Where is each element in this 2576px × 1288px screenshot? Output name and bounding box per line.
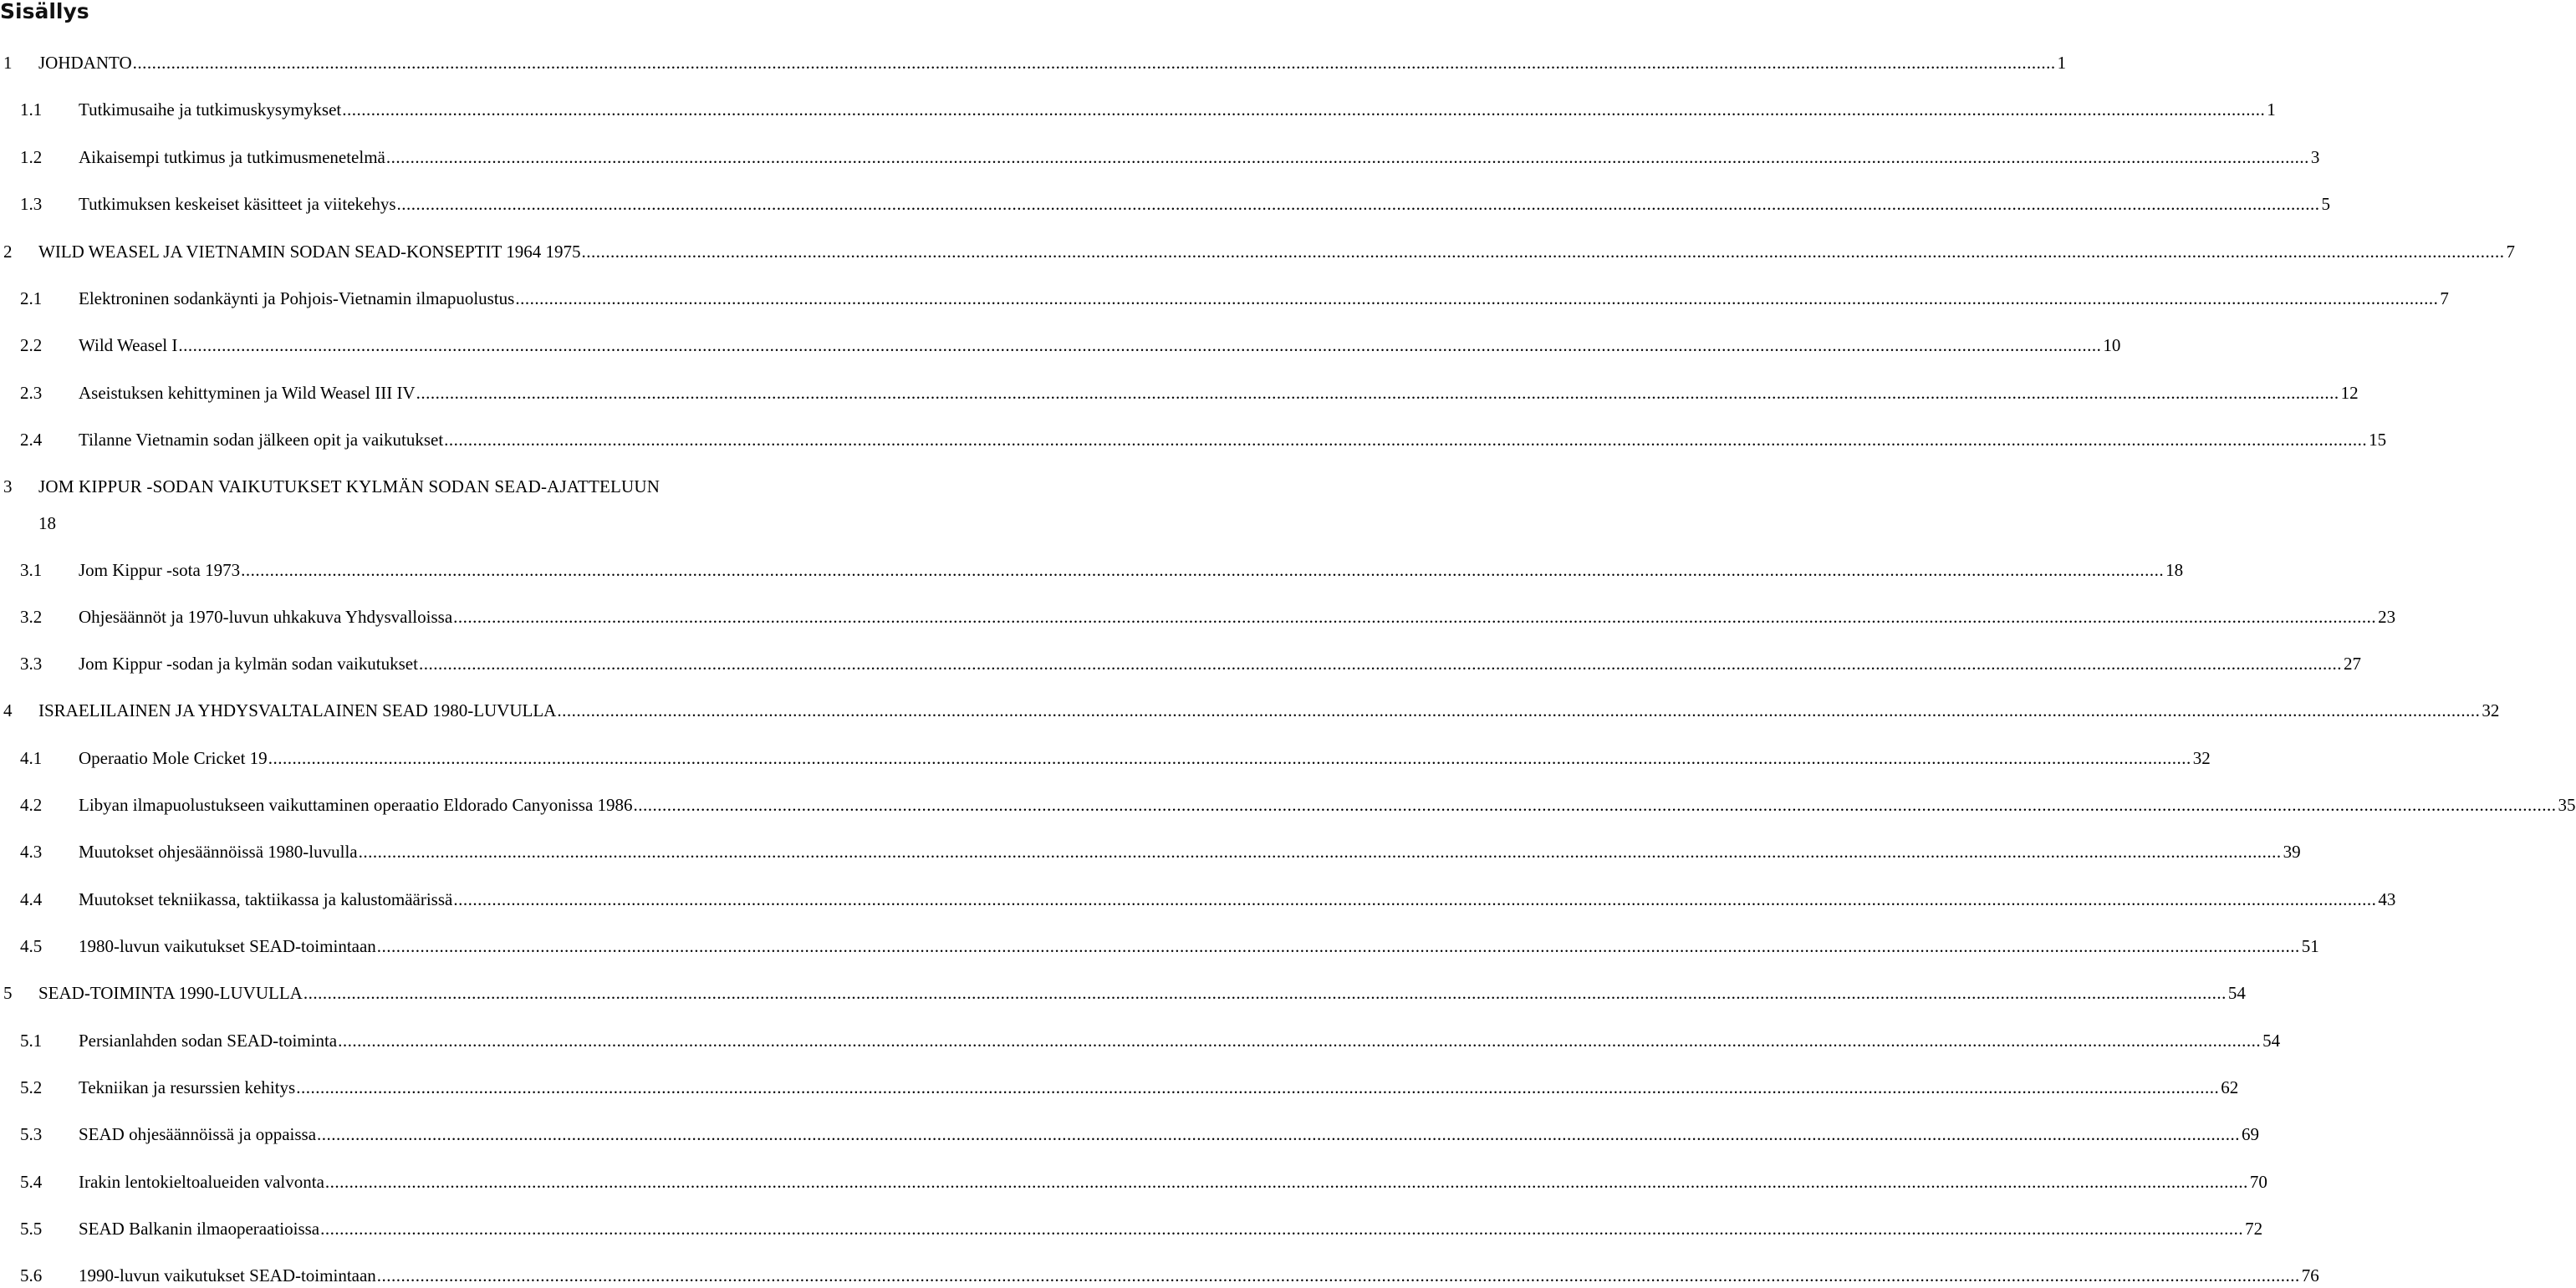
toc-entry-page: 35 bbox=[2558, 795, 2576, 815]
toc-entry-page: 32 bbox=[2192, 748, 2211, 768]
toc-entry-number: 5.3 bbox=[20, 1124, 43, 1144]
toc-entry[interactable] bbox=[0, 380, 2359, 405]
toc-entry-text bbox=[79, 839, 2301, 864]
toc-entry-page: 10 bbox=[2103, 335, 2121, 355]
toc-entry[interactable] bbox=[0, 1169, 2267, 1194]
toc-entry-text bbox=[79, 1028, 2281, 1053]
toc-entry[interactable] bbox=[0, 1075, 2239, 1100]
toc-entry-page: 76 bbox=[2301, 1265, 2319, 1285]
toc-leader-dots: ................................................................................................................................................................................................................................................................................................................................................................................................................ bbox=[317, 1124, 2241, 1144]
toc-entry[interactable] bbox=[0, 792, 2576, 817]
toc-entry-page: 7 bbox=[2506, 242, 2515, 262]
toc-entry-label: Aseistuksen kehittyminen ja Wild Weasel III IV bbox=[79, 383, 416, 403]
toc-entry-text bbox=[38, 474, 799, 499]
toc-entry-label: JOM KIPPUR -SODAN VAIKUTUKSET KYLMÄN SODAN SEAD-AJATTELUUN bbox=[38, 476, 661, 496]
toc-entry-text bbox=[79, 427, 2387, 452]
toc-leader-dots: ................................................................................................................................................................................................................................................................................................................................................................................................................ bbox=[241, 560, 2165, 580]
toc-entry-text bbox=[79, 604, 2396, 629]
toc-entry-label: Tutkimuksen keskeiset käsitteet ja viitekehys bbox=[79, 194, 396, 214]
toc-entry-page: 51 bbox=[2301, 936, 2319, 956]
toc-entry-page: 70 bbox=[2249, 1172, 2267, 1192]
toc-entry-text bbox=[79, 380, 2359, 405]
toc-entry-label: Elektroninen sodankäynti ja Pohjois-Vietnamin ilmapuolustus bbox=[79, 288, 515, 308]
toc-entry-label: Tutkimusaihe ja tutkimuskysymykset bbox=[79, 99, 342, 120]
toc-entry-label: WILD WEASEL JA VIETNAMIN SODAN SEAD-KONSEPTIT 1964 1975 bbox=[38, 242, 581, 262]
toc-entry-number: 2 bbox=[3, 242, 13, 262]
toc-entry[interactable] bbox=[0, 145, 2320, 170]
toc-entry-number: 4.5 bbox=[20, 936, 43, 956]
toc-entry-text bbox=[79, 333, 2121, 358]
toc-entry-text bbox=[79, 1122, 2260, 1147]
toc-entry-number: 3 bbox=[3, 476, 13, 496]
toc-leader-dots: ................................................................................................................................................................................................................................................................................................................................................................................................................ bbox=[358, 842, 2282, 862]
toc-entry[interactable] bbox=[0, 651, 2361, 676]
toc-entry-label: SEAD Balkanin ilmaoperaatioissa bbox=[79, 1219, 320, 1239]
toc-entry-number: 1.2 bbox=[20, 147, 43, 167]
toc-entry-text bbox=[79, 792, 2576, 817]
toc-leader-dots: ................................................................................................................................................................................................................................................................................................................................................................................................................ bbox=[416, 383, 2339, 403]
toc-entry-text bbox=[79, 286, 2449, 311]
toc-entry[interactable] bbox=[0, 839, 2301, 864]
toc-entry[interactable] bbox=[0, 191, 2331, 216]
toc-entry-number: 3.1 bbox=[20, 560, 43, 580]
toc-entry-label: SEAD-TOIMINTA 1990-LUVULLA bbox=[38, 983, 303, 1003]
toc-leader-dots: ................................................................................................................................................................................................................................................................................................................................................................................................................ bbox=[385, 147, 2309, 167]
toc-leader-dots: ................................................................................................................................................................................................................................................................................................................................................................................................................ bbox=[320, 1219, 2244, 1239]
toc-entry-label: Jom Kippur -sodan ja kylmän sodan vaikutukset bbox=[79, 654, 418, 674]
toc-leader-dots: ................................................................................................................................................................................................................................................................................................................................................................................................................ bbox=[342, 99, 2266, 120]
toc-entry-label: Persianlahden sodan SEAD-toiminta bbox=[79, 1031, 338, 1051]
toc-leader-dots: ................................................................................................................................................................................................................................................................................................................................................................................................................ bbox=[268, 748, 2191, 768]
toc-entry-label: Tilanne Vietnamin sodan jälkeen opit ja vaikutukset bbox=[79, 430, 444, 450]
toc-entry-number: 1 bbox=[3, 53, 13, 73]
toc-entry-number: 2.4 bbox=[20, 430, 43, 450]
toc-entry-page: 18 bbox=[2165, 560, 2184, 580]
toc-entry-page: 54 bbox=[2262, 1031, 2281, 1051]
toc-entry-label: Aikaisempi tutkimus ja tutkimusmenetelmä bbox=[79, 147, 385, 167]
toc-entry-text bbox=[38, 239, 2515, 264]
toc-entry[interactable] bbox=[0, 474, 799, 499]
toc-entry-number: 1.1 bbox=[20, 99, 43, 120]
toc-entry-label: Muutokset tekniikassa, taktiikassa ja kalustomäärissä bbox=[79, 889, 453, 909]
toc-entry-page: 3 bbox=[2310, 147, 2320, 167]
toc-entry[interactable] bbox=[0, 557, 2184, 583]
toc-entry[interactable] bbox=[0, 980, 2246, 1005]
toc-entry-page: 54 bbox=[2227, 983, 2246, 1003]
toc-entry-number: 2.1 bbox=[20, 288, 43, 308]
toc-entry[interactable] bbox=[0, 427, 2387, 452]
toc-entry-label: Jom Kippur -sota 1973 bbox=[79, 560, 241, 580]
toc-entry[interactable] bbox=[0, 239, 2515, 264]
toc-entry-label: Ohjesäännöt ja 1970-luvun uhkakuva Yhdysvalloissa bbox=[79, 607, 453, 627]
toc-entry-text bbox=[79, 934, 2319, 959]
toc-entry-text bbox=[79, 1263, 2319, 1288]
toc-leader-dots: ................................................................................................................................................................................................................................................................................................................................................................................................................ bbox=[178, 335, 2102, 355]
toc-entry[interactable] bbox=[0, 887, 2396, 912]
toc-entry[interactable] bbox=[0, 1216, 2263, 1241]
toc-leader-dots: ................................................................................................................................................................................................................................................................................................................................................................................................................ bbox=[444, 430, 2368, 450]
toc-leader-dots: ................................................................................................................................................................................................................................................................................................................................................................................................................ bbox=[515, 288, 2439, 308]
toc-entry-number: 4.3 bbox=[20, 842, 43, 862]
toc-leader-dots: ................................................................................................................................................................................................................................................................................................................................................................................................................ bbox=[376, 936, 2300, 956]
toc-leader-dots: ................................................................................................................................................................................................................................................................................................................................................................................................................ bbox=[581, 242, 2505, 262]
toc-leader-dots: ................................................................................................................................................................................................................................................................................................................................................................................................................ bbox=[418, 654, 2342, 674]
toc-entry-page: 7 bbox=[2440, 288, 2449, 308]
toc-entry-text bbox=[79, 1169, 2267, 1194]
toc-entry-page: 39 bbox=[2283, 842, 2301, 862]
toc-entry-number: 5.5 bbox=[20, 1219, 43, 1239]
toc-entry-text bbox=[38, 50, 2067, 75]
toc-entry-page: 43 bbox=[2378, 889, 2396, 909]
toc-entry-text bbox=[79, 887, 2396, 912]
toc-entry[interactable] bbox=[0, 50, 2067, 75]
toc-entry-text bbox=[79, 1075, 2239, 1100]
toc-leader-dots: ................................................................................................................................................................................................................................................................................................................................................................................................................ bbox=[557, 700, 2481, 720]
toc-entry-number: 3.2 bbox=[20, 607, 43, 627]
toc-leader-dots: ................................................................................................................................................................................................................................................................................................................................................................................................................ bbox=[296, 1077, 2220, 1097]
toc-leader-dots: ................................................................................................................................................................................................................................................................................................................................................................................................................ bbox=[633, 795, 2557, 815]
toc-entry-page: 5 bbox=[2321, 194, 2331, 214]
toc-entry[interactable] bbox=[0, 333, 2121, 358]
toc-entry-page: 1 bbox=[2267, 99, 2276, 120]
toc-entry-page: 62 bbox=[2221, 1077, 2239, 1097]
toc-entry-text bbox=[79, 97, 2276, 122]
toc-entry-label: Wild Weasel I bbox=[79, 335, 178, 355]
toc-entry-label: Muutokset ohjesäännöissä 1980-luvulla bbox=[79, 842, 358, 862]
toc-entry-page: 23 bbox=[2378, 607, 2396, 627]
toc-entry-text bbox=[79, 746, 2211, 771]
toc-entry[interactable] bbox=[0, 698, 2500, 723]
toc-entry-text bbox=[79, 145, 2320, 170]
toc-leader-dots: ................................................................................................................................................................................................................................................................................................................................................................................................................ bbox=[338, 1031, 2262, 1051]
toc-entry-label: 1980-luvun vaikutukset SEAD-toimintaan bbox=[79, 936, 376, 956]
toc-leader-dots: ................................................................................................................................................................................................................................................................................................................................................................................................................ bbox=[324, 1172, 2248, 1192]
toc-leader-dots: ................................................................................................................................................................................................................................................................................................................................................................................................................ bbox=[453, 889, 2377, 909]
toc-entry[interactable] bbox=[0, 934, 2319, 959]
toc-entry-text bbox=[79, 191, 2331, 216]
toc-entry-number: 5.1 bbox=[20, 1031, 43, 1051]
toc-entry-page: 1 bbox=[2057, 53, 2067, 73]
toc-entry-number: 5 bbox=[3, 983, 13, 1003]
toc-entry-text bbox=[38, 980, 2246, 1005]
toc-entry-label: ISRAELILAINEN JA YHDYSVALTALAINEN SEAD 1980-LUVULLA bbox=[38, 700, 557, 720]
toc-entry-number: 5.4 bbox=[20, 1172, 43, 1192]
toc-entry-label: 1990-luvun vaikutukset SEAD-toimintaan bbox=[79, 1265, 376, 1285]
toc-leader-dots: ................................................................................................................................................................................................................................................................................................................................................................................................................ bbox=[303, 983, 2227, 1003]
toc-entry-page: 32 bbox=[2482, 700, 2500, 720]
toc-entry-page: 72 bbox=[2245, 1219, 2263, 1239]
toc-entry[interactable] bbox=[0, 1028, 2281, 1053]
toc-entry[interactable] bbox=[0, 1263, 2319, 1288]
toc-entry[interactable] bbox=[0, 1122, 2260, 1147]
toc-entry-number: 5.2 bbox=[20, 1077, 43, 1097]
toc-leader-dots: ................................................................................................................................................................................................................................................................................................................................................................................................................ bbox=[453, 607, 2377, 627]
toc-entry-label: JOHDANTO bbox=[38, 53, 132, 73]
toc-entry-label: Tekniikan ja resurssien kehitys bbox=[79, 1077, 296, 1097]
toc-entry-text bbox=[79, 1216, 2263, 1241]
toc-entry[interactable] bbox=[0, 286, 2449, 311]
toc-entry-number: 4 bbox=[3, 700, 13, 720]
toc-entry-label: Irakin lentokieltoalueiden valvonta bbox=[79, 1172, 324, 1192]
toc-entry[interactable] bbox=[0, 97, 2276, 122]
toc-entry-number: 4.2 bbox=[20, 795, 43, 815]
toc-entry-page: 12 bbox=[2340, 383, 2359, 403]
toc-entry-label: Libyan ilmapuolustukseen vaikuttaminen operaatio Eldorado Canyonissa 1986 bbox=[79, 795, 633, 815]
toc-entry-number: 1.3 bbox=[20, 194, 43, 214]
toc-title: Sisällys bbox=[0, 0, 89, 23]
toc-leader-dots: ................................................................................................................................................................................................................................................................................................................................................................................................................ bbox=[376, 1265, 2300, 1285]
toc-entry-text bbox=[38, 698, 2500, 723]
toc-entry-number: 5.6 bbox=[20, 1265, 43, 1285]
toc-entry-label: SEAD ohjesäännöissä ja oppaissa bbox=[79, 1124, 317, 1144]
toc-entry-number: 4.1 bbox=[20, 748, 43, 768]
toc-leader-dots: ................................................................................................................................................................................................................................................................................................................................................................................................................ bbox=[396, 194, 2320, 214]
toc-entry-text bbox=[79, 651, 2361, 676]
toc-entry-page: 69 bbox=[2242, 1124, 2260, 1144]
toc-entry-number: 3.3 bbox=[20, 654, 43, 674]
toc-entry-page: 15 bbox=[2369, 430, 2387, 450]
toc-entry-number: 4.4 bbox=[20, 889, 43, 909]
toc-entry-label: Operaatio Mole Cricket 19 bbox=[79, 748, 268, 768]
toc-entry-text bbox=[79, 557, 2184, 583]
toc-entry[interactable] bbox=[0, 604, 2396, 629]
toc-leader-dots: ................................................................................................................................................................................................................................................................................................................................................................................................................ bbox=[132, 53, 2056, 73]
toc-entry-number: 2.3 bbox=[20, 383, 43, 403]
toc-entry-page: 27 bbox=[2343, 654, 2361, 674]
toc-entry-number: 2.2 bbox=[20, 335, 43, 355]
toc-entry[interactable] bbox=[0, 746, 2211, 771]
toc-entry-page: 18 bbox=[38, 513, 56, 533]
